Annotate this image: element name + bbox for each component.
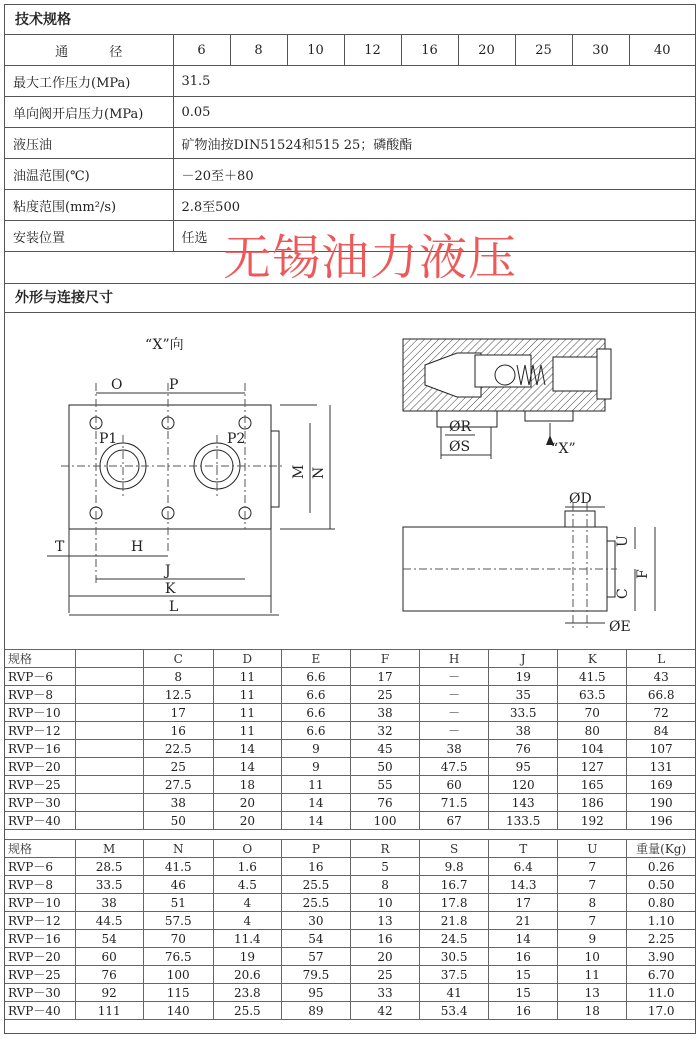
spec-section-title: 技术规格 bbox=[5, 5, 695, 35]
value-cell: 46 bbox=[143, 876, 213, 894]
bore-size: 40 bbox=[629, 35, 695, 66]
column-header: F bbox=[350, 650, 419, 668]
column-header: D bbox=[213, 650, 281, 668]
spec-row bbox=[5, 190, 695, 221]
dim-c-label: C bbox=[615, 588, 631, 599]
dim-s-label: ØS bbox=[449, 439, 471, 455]
value-cell: 79.5 bbox=[281, 966, 350, 984]
value-cell: 10 bbox=[558, 948, 627, 966]
value-cell: 95 bbox=[489, 758, 558, 776]
model-cell: RVP－30 bbox=[5, 984, 75, 1002]
table-row bbox=[5, 912, 695, 930]
value-cell bbox=[75, 758, 143, 776]
value-cell: 9 bbox=[558, 930, 627, 948]
value-cell: － bbox=[420, 704, 489, 722]
value-cell: 17 bbox=[350, 668, 419, 686]
spec-label: 粘度范围(mm²/s) bbox=[5, 190, 173, 221]
column-header bbox=[75, 650, 143, 668]
table-row bbox=[5, 984, 695, 1002]
column-header: 规格 bbox=[5, 650, 75, 668]
column-header: E bbox=[281, 650, 350, 668]
column-header: N bbox=[143, 840, 213, 858]
model-cell: RVP－16 bbox=[5, 930, 75, 948]
table-row bbox=[5, 948, 695, 966]
value-cell: 25 bbox=[143, 758, 213, 776]
value-cell: 66.8 bbox=[627, 686, 695, 704]
value-cell: 16.7 bbox=[420, 876, 489, 894]
value-cell: 100 bbox=[143, 966, 213, 984]
outline-section-title: 外形与连接尺寸 bbox=[5, 283, 695, 313]
spec-label: 最大工作压力(MPa) bbox=[5, 66, 173, 97]
value-cell: 16 bbox=[143, 722, 213, 740]
table-row bbox=[5, 668, 695, 686]
value-cell: 6.6 bbox=[281, 704, 350, 722]
spec-label: 单向阀开启压力(MPa) bbox=[5, 97, 173, 128]
bore-size: 16 bbox=[401, 35, 458, 66]
value-cell: 25.5 bbox=[213, 1002, 281, 1020]
value-cell: 16 bbox=[350, 930, 419, 948]
table-row bbox=[5, 776, 695, 794]
dimension-table-1 bbox=[5, 649, 695, 830]
model-cell: RVP－25 bbox=[5, 776, 75, 794]
value-cell: 18 bbox=[213, 776, 281, 794]
value-cell: 3.90 bbox=[627, 948, 695, 966]
value-cell: 11.4 bbox=[213, 930, 281, 948]
value-cell: 25.5 bbox=[281, 894, 350, 912]
spec-value: 0.05 bbox=[173, 97, 695, 128]
model-cell: RVP－8 bbox=[5, 876, 75, 894]
value-cell: 16 bbox=[489, 1002, 558, 1020]
model-cell: RVP－30 bbox=[5, 794, 75, 812]
value-cell: 30.5 bbox=[420, 948, 489, 966]
column-header: U bbox=[558, 840, 627, 858]
value-cell: 190 bbox=[627, 794, 695, 812]
value-cell: 4.5 bbox=[213, 876, 281, 894]
x-view-plate bbox=[69, 405, 279, 529]
value-cell: 19 bbox=[489, 668, 558, 686]
dim-m-label: M bbox=[291, 464, 307, 479]
value-cell: 72 bbox=[627, 704, 695, 722]
section-view bbox=[403, 339, 611, 427]
model-cell: RVP－20 bbox=[5, 948, 75, 966]
spec-value: 矿物油按DIN51524和515 25；磷酸酯 bbox=[173, 128, 695, 159]
value-cell: 13 bbox=[350, 912, 419, 930]
value-cell: 76 bbox=[75, 966, 143, 984]
value-cell: － bbox=[420, 722, 489, 740]
value-cell: 17 bbox=[143, 704, 213, 722]
value-cell: 14 bbox=[281, 794, 350, 812]
value-cell: 6.6 bbox=[281, 686, 350, 704]
dim-p-label: P bbox=[169, 377, 179, 393]
port-p1-label: P1 bbox=[99, 431, 118, 447]
value-cell: 140 bbox=[143, 1002, 213, 1020]
model-cell: RVP－10 bbox=[5, 894, 75, 912]
value-cell: 38 bbox=[350, 704, 419, 722]
value-cell: 51 bbox=[143, 894, 213, 912]
spec-row bbox=[5, 97, 695, 128]
spec-value: 31.5 bbox=[173, 66, 695, 97]
value-cell: 6.6 bbox=[281, 722, 350, 740]
value-cell: 6.6 bbox=[281, 668, 350, 686]
value-cell: 8 bbox=[143, 668, 213, 686]
table-row bbox=[5, 740, 695, 758]
dim-t-label: T bbox=[55, 539, 65, 555]
value-cell: 63.5 bbox=[558, 686, 627, 704]
value-cell: 19 bbox=[213, 948, 281, 966]
model-cell: RVP－25 bbox=[5, 966, 75, 984]
spec-row bbox=[5, 66, 695, 97]
table-row bbox=[5, 758, 695, 776]
spec-row-bore bbox=[5, 35, 695, 66]
bore-size: 20 bbox=[458, 35, 515, 66]
value-cell bbox=[75, 704, 143, 722]
dimension-table-2 bbox=[5, 839, 695, 1020]
value-cell: 57 bbox=[281, 948, 350, 966]
value-cell: 45 bbox=[350, 740, 419, 758]
value-cell: 14 bbox=[489, 930, 558, 948]
value-cell: 30 bbox=[281, 912, 350, 930]
spec-row bbox=[5, 128, 695, 159]
bore-size: 10 bbox=[287, 35, 344, 66]
blank-row bbox=[5, 253, 695, 284]
value-cell: 89 bbox=[281, 1002, 350, 1020]
value-cell: 107 bbox=[627, 740, 695, 758]
value-cell: 67 bbox=[420, 812, 489, 830]
value-cell: 60 bbox=[420, 776, 489, 794]
value-cell: 20.6 bbox=[213, 966, 281, 984]
value-cell: 35 bbox=[489, 686, 558, 704]
value-cell: 32 bbox=[350, 722, 419, 740]
value-cell: 115 bbox=[143, 984, 213, 1002]
value-cell: 50 bbox=[350, 758, 419, 776]
value-cell: 17.0 bbox=[627, 1002, 695, 1020]
column-header: M bbox=[75, 840, 143, 858]
value-cell: 37.5 bbox=[420, 966, 489, 984]
value-cell: 25.5 bbox=[281, 876, 350, 894]
value-cell: 15 bbox=[489, 984, 558, 1002]
value-cell: 143 bbox=[489, 794, 558, 812]
value-cell: 41 bbox=[420, 984, 489, 1002]
value-cell: 169 bbox=[627, 776, 695, 794]
column-header: H bbox=[420, 650, 489, 668]
table-row bbox=[5, 894, 695, 912]
value-cell: 7 bbox=[558, 876, 627, 894]
value-cell: 6.4 bbox=[489, 858, 558, 876]
value-cell: 27.5 bbox=[143, 776, 213, 794]
value-cell bbox=[75, 668, 143, 686]
value-cell: 13 bbox=[558, 984, 627, 1002]
dim-e-label: ØE bbox=[609, 619, 631, 635]
table-header-row bbox=[5, 840, 695, 858]
value-cell: 9 bbox=[281, 740, 350, 758]
dim-u-label: U bbox=[615, 535, 631, 547]
x-view-arrow-label: “X” bbox=[551, 441, 576, 457]
bore-size: 12 bbox=[344, 35, 401, 66]
model-cell: RVP－16 bbox=[5, 740, 75, 758]
model-cell: RVP－40 bbox=[5, 812, 75, 830]
column-header: 重量(Kg) bbox=[627, 840, 695, 858]
value-cell: 4 bbox=[213, 912, 281, 930]
value-cell: 76 bbox=[489, 740, 558, 758]
value-cell: 71.5 bbox=[420, 794, 489, 812]
value-cell: 55 bbox=[350, 776, 419, 794]
value-cell: 38 bbox=[143, 794, 213, 812]
value-cell: 95 bbox=[281, 984, 350, 1002]
value-cell: 70 bbox=[558, 704, 627, 722]
value-cell: 21 bbox=[489, 912, 558, 930]
value-cell: 28.5 bbox=[75, 858, 143, 876]
value-cell: 54 bbox=[281, 930, 350, 948]
spec-row bbox=[5, 159, 695, 190]
dim-j-label: J bbox=[165, 563, 171, 579]
dim-r-label: ØR bbox=[449, 419, 472, 435]
table-row bbox=[5, 858, 695, 876]
value-cell: 57.5 bbox=[143, 912, 213, 930]
value-cell: 22.5 bbox=[143, 740, 213, 758]
value-cell: 18 bbox=[558, 1002, 627, 1020]
side-view bbox=[403, 511, 615, 611]
column-header: R bbox=[350, 840, 419, 858]
value-cell: 11 bbox=[281, 776, 350, 794]
spec-label: 通 径 bbox=[5, 35, 173, 66]
value-cell: 92 bbox=[75, 984, 143, 1002]
value-cell: 80 bbox=[558, 722, 627, 740]
value-cell: 127 bbox=[558, 758, 627, 776]
column-header: O bbox=[213, 840, 281, 858]
column-header: S bbox=[420, 840, 489, 858]
table-row bbox=[5, 812, 695, 830]
value-cell: 186 bbox=[558, 794, 627, 812]
value-cell: 0.26 bbox=[627, 858, 695, 876]
value-cell bbox=[75, 686, 143, 704]
model-cell: RVP－10 bbox=[5, 704, 75, 722]
column-header: P bbox=[281, 840, 350, 858]
value-cell: 7 bbox=[558, 912, 627, 930]
value-cell: 196 bbox=[627, 812, 695, 830]
value-cell: 165 bbox=[558, 776, 627, 794]
bore-size: 8 bbox=[230, 35, 287, 66]
value-cell: 104 bbox=[558, 740, 627, 758]
table-header-row bbox=[5, 650, 695, 668]
dim-d-label: ØD bbox=[569, 491, 592, 507]
value-cell: 11.0 bbox=[627, 984, 695, 1002]
value-cell: 76.5 bbox=[143, 948, 213, 966]
value-cell: 1.10 bbox=[627, 912, 695, 930]
column-header: J bbox=[489, 650, 558, 668]
value-cell: － bbox=[420, 686, 489, 704]
value-cell: 111 bbox=[75, 1002, 143, 1020]
value-cell bbox=[75, 722, 143, 740]
value-cell: 43 bbox=[627, 668, 695, 686]
value-cell: 4 bbox=[213, 894, 281, 912]
column-header: T bbox=[489, 840, 558, 858]
value-cell: 14.3 bbox=[489, 876, 558, 894]
value-cell: 7 bbox=[558, 858, 627, 876]
model-cell: RVP－40 bbox=[5, 1002, 75, 1020]
value-cell: 84 bbox=[627, 722, 695, 740]
value-cell: 5 bbox=[350, 858, 419, 876]
value-cell: 6.70 bbox=[627, 966, 695, 984]
model-cell: RVP－12 bbox=[5, 912, 75, 930]
value-cell: 17 bbox=[489, 894, 558, 912]
value-cell: 16 bbox=[489, 948, 558, 966]
dim-n-label: N bbox=[311, 466, 327, 479]
value-cell: 50 bbox=[143, 812, 213, 830]
dim-l-label: L bbox=[169, 599, 179, 615]
value-cell: 131 bbox=[627, 758, 695, 776]
dim-k-label: K bbox=[165, 581, 176, 597]
value-cell: 9.8 bbox=[420, 858, 489, 876]
outline-drawing bbox=[5, 313, 695, 649]
value-cell: 16 bbox=[281, 858, 350, 876]
value-cell bbox=[75, 776, 143, 794]
value-cell: 133.5 bbox=[489, 812, 558, 830]
table-row bbox=[5, 686, 695, 704]
value-cell: 11 bbox=[213, 686, 281, 704]
spec-value: －20至＋80 bbox=[173, 159, 695, 190]
table-row bbox=[5, 1002, 695, 1020]
table-row bbox=[5, 722, 695, 740]
value-cell: 120 bbox=[489, 776, 558, 794]
dim-o-label: O bbox=[111, 377, 123, 393]
value-cell: 20 bbox=[213, 794, 281, 812]
table-row bbox=[5, 704, 695, 722]
value-cell bbox=[75, 812, 143, 830]
value-cell: 42 bbox=[350, 1002, 419, 1020]
value-cell: 14 bbox=[213, 740, 281, 758]
value-cell: 33.5 bbox=[75, 876, 143, 894]
value-cell: 12.5 bbox=[143, 686, 213, 704]
datasheet bbox=[4, 4, 696, 1034]
table-row bbox=[5, 794, 695, 812]
value-cell: 11 bbox=[213, 704, 281, 722]
port-p2-label: P2 bbox=[227, 431, 246, 447]
value-cell: 23.8 bbox=[213, 984, 281, 1002]
model-cell: RVP－6 bbox=[5, 858, 75, 876]
value-cell bbox=[75, 740, 143, 758]
value-cell: 38 bbox=[489, 722, 558, 740]
column-header: L bbox=[627, 650, 695, 668]
model-cell: RVP－6 bbox=[5, 668, 75, 686]
spec-label: 安装位置 bbox=[5, 221, 173, 252]
x-view-label: “X”向 bbox=[145, 337, 184, 353]
model-cell: RVP－20 bbox=[5, 758, 75, 776]
column-header: C bbox=[143, 650, 213, 668]
value-cell: 20 bbox=[213, 812, 281, 830]
column-header: 规格 bbox=[5, 840, 75, 858]
value-cell: 8 bbox=[558, 894, 627, 912]
table-row bbox=[5, 876, 695, 894]
value-cell: 17.8 bbox=[420, 894, 489, 912]
value-cell: 38 bbox=[420, 740, 489, 758]
value-cell: 11 bbox=[558, 966, 627, 984]
value-cell: 41.5 bbox=[558, 668, 627, 686]
value-cell: 41.5 bbox=[143, 858, 213, 876]
value-cell: 25 bbox=[350, 686, 419, 704]
value-cell: 53.4 bbox=[420, 1002, 489, 1020]
value-cell: 24.5 bbox=[420, 930, 489, 948]
bore-size: 30 bbox=[572, 35, 629, 66]
dim-h-label: H bbox=[131, 539, 144, 555]
value-cell: 33 bbox=[350, 984, 419, 1002]
value-cell: 15 bbox=[489, 966, 558, 984]
value-cell: 11 bbox=[213, 668, 281, 686]
value-cell: 1.6 bbox=[213, 858, 281, 876]
value-cell: 76 bbox=[350, 794, 419, 812]
value-cell: 38 bbox=[75, 894, 143, 912]
value-cell: 54 bbox=[75, 930, 143, 948]
spec-value: 任选 bbox=[173, 221, 695, 252]
value-cell: 33.5 bbox=[489, 704, 558, 722]
spec-value: 2.8至500 bbox=[173, 190, 695, 221]
value-cell: 8 bbox=[350, 876, 419, 894]
table-row bbox=[5, 930, 695, 948]
value-cell: 20 bbox=[350, 948, 419, 966]
value-cell: 0.80 bbox=[627, 894, 695, 912]
value-cell: 192 bbox=[558, 812, 627, 830]
value-cell: 2.25 bbox=[627, 930, 695, 948]
table-row bbox=[5, 966, 695, 984]
value-cell: 14 bbox=[213, 758, 281, 776]
value-cell: 47.5 bbox=[420, 758, 489, 776]
value-cell: 10 bbox=[350, 894, 419, 912]
value-cell: 100 bbox=[350, 812, 419, 830]
value-cell: 11 bbox=[213, 722, 281, 740]
column-header: K bbox=[558, 650, 627, 668]
model-cell: RVP－12 bbox=[5, 722, 75, 740]
value-cell: 9 bbox=[281, 758, 350, 776]
watermark-text: 无锡油力液压 bbox=[223, 230, 518, 286]
dim-f-label: F bbox=[635, 569, 651, 579]
value-cell: 21.8 bbox=[420, 912, 489, 930]
value-cell: 44.5 bbox=[75, 912, 143, 930]
bore-size: 6 bbox=[173, 35, 230, 66]
value-cell: 25 bbox=[350, 966, 419, 984]
value-cell: 0.50 bbox=[627, 876, 695, 894]
value-cell: 60 bbox=[75, 948, 143, 966]
spec-label: 液压油 bbox=[5, 128, 173, 159]
bore-size: 25 bbox=[515, 35, 572, 66]
value-cell: － bbox=[420, 668, 489, 686]
value-cell bbox=[75, 794, 143, 812]
value-cell: 70 bbox=[143, 930, 213, 948]
spec-label: 油温范围(℃) bbox=[5, 159, 173, 190]
model-cell: RVP－8 bbox=[5, 686, 75, 704]
value-cell: 14 bbox=[281, 812, 350, 830]
